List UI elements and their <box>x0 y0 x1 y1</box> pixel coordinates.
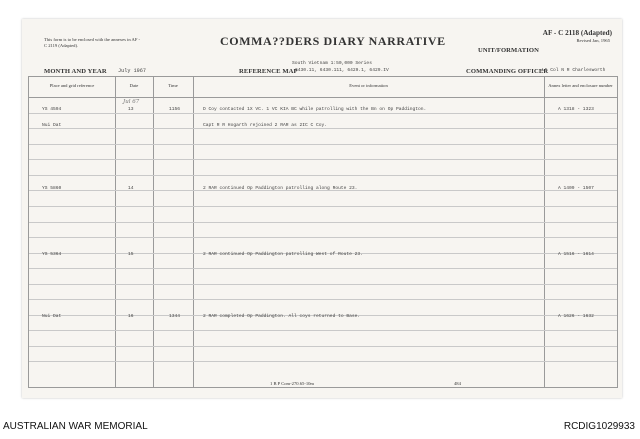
entry-time: 1156 <box>169 107 181 112</box>
enclosure-note: This form is to be enclosed with the annexes in AF - C 2119 (Adapted). <box>44 37 141 48</box>
archive-id: RCDIG1029933 <box>563 421 635 432</box>
col-header-date: Date <box>129 83 139 88</box>
col-header-place: Place and grid reference <box>49 83 95 88</box>
entry-place: YS 5364 <box>42 252 62 257</box>
month-year-value: July 1967 <box>118 68 147 74</box>
entry-annex: A 1516 - 1614 <box>558 252 594 257</box>
entry-place: YS 4594 <box>42 107 62 112</box>
entry-time: 1344 <box>169 314 181 319</box>
commanding-officer-value: Lt Col N R Charlesworth <box>542 68 606 73</box>
reference-map-value: 6430.11, 6430.111, 6429.1, 6429.IV <box>295 68 389 73</box>
handwritten-note: Jul 67 <box>123 99 140 105</box>
form-title: COMMA??DERS DIARY NARRATIVE <box>220 34 446 48</box>
entry-annex: A 1318 - 1323 <box>558 107 594 112</box>
unit-formation-label: UNIT/FORMATION <box>478 47 539 54</box>
month-year-label: MONTH AND YEAR <box>44 68 107 75</box>
entry-event: 2 RAR completed Op Paddington. All coys returned to Base. <box>203 314 361 319</box>
revised-date: Revised Jan, 1965 <box>576 38 610 43</box>
diary-form-sheet <box>22 19 622 398</box>
page-mark: 484 <box>454 381 461 386</box>
reference-map-label: REFERENCE MAP <box>239 68 298 75</box>
map-series: South Vietnam 1:50,000 Series <box>292 61 372 66</box>
entry-event: 2 RAR continued Op Paddington patrolling along Route 23. <box>203 186 358 191</box>
entry-annex: A 1626 - 1632 <box>558 314 594 319</box>
entry-date: 16 <box>128 314 134 319</box>
commanding-officer-label: COMMANDING OFFICER <box>466 68 549 75</box>
entry-date: 13 <box>128 107 134 112</box>
col-header-event: Event or information <box>349 83 388 88</box>
entry-event: Capt R R Hogarth rejoined 2 RAR as 2IC C Coy. <box>203 123 328 128</box>
entry-place: Nui Dat <box>42 123 62 128</box>
entry-event: 2 RAR continued Op Paddington patrolling West of Route 23. <box>203 252 363 257</box>
col-header-annex: Annex letter and enclosure number <box>548 83 613 88</box>
print-code: 1 B P Com-270.65-10m <box>270 381 314 386</box>
archive-name: AUSTRALIAN WAR MEMORIAL <box>3 421 148 432</box>
entry-place: Nui Dat <box>42 314 62 319</box>
entry-date: 15 <box>128 252 134 257</box>
col-header-time: Time <box>168 83 178 88</box>
entry-annex: A 1409 - 1507 <box>558 186 594 191</box>
entry-event: D Coy contacted 1X VC. 1 VC KIA BC while patrolling with the Bn on Op Paddington. <box>203 107 427 112</box>
entry-date: 14 <box>128 186 134 191</box>
form-id: AF - C 2118 (Adapted) <box>542 29 612 37</box>
entry-place: YS 5860 <box>42 186 62 191</box>
archive-footer <box>0 403 640 439</box>
diary-table <box>28 76 618 388</box>
